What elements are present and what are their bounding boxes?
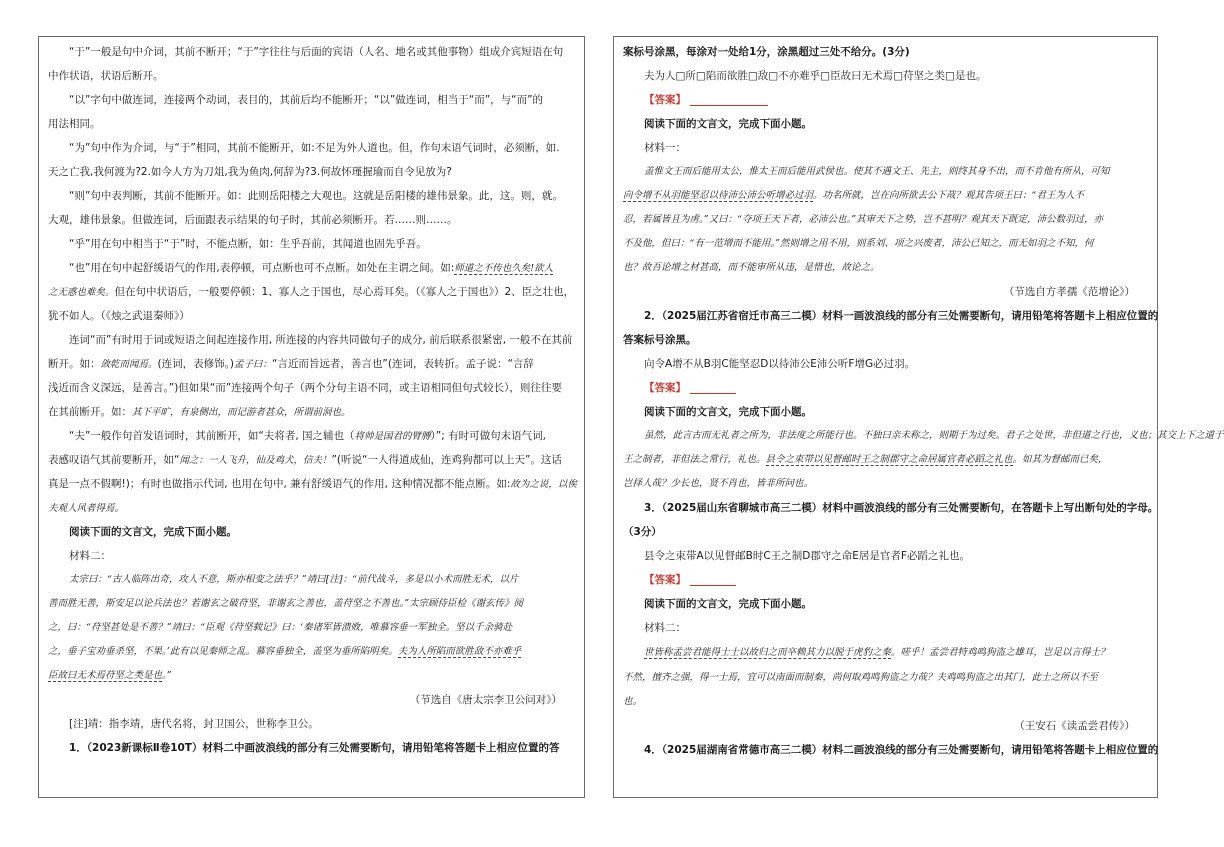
para-ye-1-text: “也”用在句中起舒缓语气的作用,表停顿，可点断也可不点断。如处在主谓之间。如:	[69, 262, 455, 274]
para-wei-1: “为”句中作为介词，与“于”相同，其前不能断开，如:不足为外人道也。但，作句末语气词时，必须断，如.	[69, 142, 560, 154]
para-fu-2-a: 表感叹语气其前要断开，如“	[48, 454, 180, 466]
wavy-underlined-text-3: 向令增不从羽能坚忍以待沛公沛公听增必过羽	[623, 190, 814, 201]
answer-blank[interactable]	[690, 94, 768, 106]
para-hu: “乎”用在句中相当于“于”时，不能点断，如：生乎吾前，其闻道也固先乎吾。	[69, 238, 427, 250]
right-page	[613, 36, 1224, 798]
para-er-2	[48, 352, 576, 376]
question-4: 4．（2025届湖南省常德市高三二模）材料二画波浪线的部分有三处需要断句，请用铅笔将答题卡上相应位置的	[644, 744, 1159, 756]
read-instruction: 阅读下面的文言文，完成下面小题。	[69, 526, 237, 538]
para-fu-1-a: “夫”一般作句首发语词时，其前断开，如“夫将者, 国之辅也（	[69, 430, 355, 442]
para-er-4	[48, 400, 576, 424]
para-ye-1	[48, 256, 576, 280]
question-3-sentence: 县令之束带A以见督邮B时C王之制D郡守之命E居是官者F必蹈之礼也。	[644, 550, 970, 562]
material-3-line-2	[623, 448, 1149, 472]
question-2-line-1: 2．（2025届江苏省宿迁市高三二模）材料一画波浪线的部分有三处需要断句，请用铅笔将答题卡上相应位置的	[644, 310, 1159, 322]
answer-2	[623, 376, 1149, 400]
para-ye-2-text: 但在句中状语后，一般要停顿：1、寡人之于国也，尽心焉耳矣。（《寡人之于国也》）2、臣之壮也，	[114, 286, 575, 298]
para-er-1: 连词“而”有时用于词或短语之间起连接作用, 所连接的内容共同做句子的成分, 前后联系很紧密, 一般不在其前	[69, 334, 573, 346]
material-4-line-3: 也。	[623, 696, 643, 707]
para-er-4-a: 在其前断开。如：	[48, 406, 132, 418]
answer-label: 【答案】	[644, 574, 686, 586]
material-1-line-2-end: 。功名所就，岂在向所欲去公下哉？观其告项王曰：“君王为人不	[813, 190, 1084, 201]
source-citation-1: （节选自《唐太宗李卫公问对》）	[409, 694, 562, 706]
source-citation-2: （节选自方孝孺《范增论》）	[1003, 286, 1135, 298]
material-1-line-4: 不及他，但曰：“有一范增而不能用。”然则增之用不用，则系刘、项之兴废者，沛公已知之，而无如羽之不知，何	[623, 238, 1094, 249]
material-1-line-2	[623, 184, 1149, 208]
question-1-sentence: 夫为人□所□陷而欲胜□敌□不亦难乎□臣故曰无术焉□苻坚之类□是也。	[644, 70, 987, 82]
answer-blank[interactable]	[690, 574, 736, 586]
para-yu-2: 中作状语，状语后断开。	[48, 70, 164, 82]
question-1: 1．（2023新课标Ⅱ卷10T）材料二中画波浪线的部分有三处需要断句，请用铅笔将答题卡上相应位置的答	[69, 742, 560, 754]
classical-text-line-3: 之，曰：“苻坚甚处是不善？”靖曰：“臣观《苻坚载记》曰：‘秦诸军皆溃败，唯慕容垂一军独全。坚以千余骑赴	[48, 622, 513, 633]
read-instruction-1: 阅读下面的文言文，完成下面小题。	[644, 118, 812, 130]
para-fu-2-b: ”(听说“一人得道成仙，连鸡狗都可以上天”。这话	[331, 454, 562, 466]
classical-text-line-5-end: 。”	[162, 670, 172, 681]
para-fu-1-quote: 将帅是国君的臂膊	[354, 431, 431, 442]
classical-text-line-2: 善而胜无善，斯安足以论兵法也？若谢玄之破苻坚，非谢玄之善也，盖苻坚之不善也。”太宗顾侍臣检《谢玄传》阅	[48, 598, 524, 609]
answer-label: 【答案】	[644, 94, 686, 106]
material-4-line-1-end: 。嗟乎！孟尝君特鸡鸣狗盗之雄耳，岂足以言得士？	[891, 647, 1110, 658]
wavy-underlined-text-2: 臣故曰无术焉苻坚之类是也	[48, 670, 163, 681]
para-er-2-quote2: 孟子曰：	[233, 359, 272, 370]
para-er-3: 浅近而含义深远，是善言。”)但如果“而”连接两个句子（两个分句主语不同，或主语相同但句式较长），则往往要	[48, 382, 562, 394]
question-3-line-1: 3．（2025届山东省聊城市高三二模）材料中画波浪线的部分有三处需要断句，在答题卡上写出断句处的字母。	[644, 502, 1159, 514]
para-fu-3-quote: 故为之说，以俟	[510, 479, 577, 490]
material-3-line-3: 岂择人哉？少长也，贤不肖也，皆非所问也。	[623, 478, 814, 489]
material-2-label-right: 材料二：	[644, 622, 686, 634]
material-1-label: 材料一：	[644, 142, 686, 154]
para-ye-2	[48, 280, 576, 304]
para-yi-2: 用法相同。	[48, 118, 101, 130]
para-er-4-quote: 其下平旷，有泉侧出，而记游者甚众，所谓前洞也。	[132, 407, 351, 418]
para-fu-2-quote: 闻之：一人飞升，仙及鸡犬，信夫！	[179, 455, 332, 466]
para-ye-2-quote: 之无惑也难矣。	[48, 287, 115, 298]
para-fu-4-quote: 夫观人风者得焉。	[48, 503, 125, 514]
para-fu-4	[48, 496, 576, 520]
para-ye-3: 犹不如人。（《烛之武退秦师》）	[48, 310, 190, 322]
material-4-line-2: 不然，擅齐之强，得一士焉，宜可以南面而制秦，尚何取鸡鸣狗盗之力哉？夫鸡鸣狗盗之出其门，此士之所以不至	[623, 672, 1099, 683]
para-ze-2: 大观，雄伟景象。但做连词，后面跟表示结果的句子时，其前必须断开。若……则……。	[48, 214, 458, 226]
material-4-line-1	[623, 640, 1149, 665]
para-er-2-quote1: 敛乾而闻焉。	[100, 359, 158, 370]
material-1-line-3: 忍，若属皆且为虏。”又曰：“夺项王天下者，必沛公也。”其审天下之势，岂不甚明？观其天下既定，沛公数羽过，亦	[623, 214, 1104, 225]
material-3-line-2-a: 王之制者，非但法之常行，礼也。	[623, 454, 766, 465]
material-3-line-1: 虽然，此言古而无礼者之所为，非法度之所能行也。不独曰亲未称之，则期于为过矣。君子之处世，非但道之行也，义也；其交上下之道于	[644, 430, 1224, 441]
para-fu-3-a: 真是一点不假啊!)；有时也做指示代词, 也用在句中, 兼有舒缓语气的作用, 这种情况都不能点断。如:	[48, 478, 511, 490]
para-ze-1: “则”句中表判断，其前不能断开。如：此则岳阳楼之大观也。这就是岳阳楼的雄伟景象。此，这。则，就。	[69, 190, 563, 202]
material-2-label: 材料二：	[69, 550, 111, 562]
para-er-2-b: (连词，表修饰。)	[157, 358, 234, 370]
para-fu-1	[48, 424, 576, 448]
classical-text-line-1: 太宗曰：“古人临阵出奇，攻人不意，斯亦相变之法乎？”靖曰[注]：“前代战斗，多是以小术而胜无术，以片	[69, 574, 519, 585]
classical-text-line-4	[48, 640, 576, 664]
source-citation-3: （王安石《读孟尝君传》）	[1014, 720, 1135, 732]
read-instruction-3: 阅读下面的文言文，完成下面小题。	[644, 598, 812, 610]
para-fu-3	[48, 472, 576, 496]
para-er-2-c: “言近而旨远者，善言也”(连词，表转折。孟子说：“言辞	[271, 358, 534, 370]
classical-text-line-5	[48, 664, 576, 688]
question-2-sentence: 向令A增不从B羽C能坚忍D以待沛公E沛公听F增G必过羽。	[644, 358, 916, 370]
para-ye-1-quote: 师道之不传也久矣!欲人	[454, 263, 554, 274]
para-yi-1: “以”字句中做连词，连接两个动词，表目的，其前后均不能断开；“以”做连词，相当于“而”，与“而”的	[69, 94, 544, 106]
answer-label: 【答案】	[644, 382, 686, 394]
answer-blank[interactable]	[690, 382, 736, 394]
para-yu-1: “于”一般是句中介词，其前不断开；“于”字往往与后面的宾语（人名、地名或其他事物）组成介宾短语在句	[69, 46, 564, 58]
para-fu-2	[48, 448, 576, 472]
answer-3	[623, 568, 1149, 592]
para-er-2-a: 断开。如：	[48, 358, 101, 370]
material-1-line-5: 也？故吾论增之材甚高，而不能审所从违，是惜也，故论之。	[623, 262, 880, 273]
left-page	[38, 36, 585, 798]
question-3-line-2: （3分）	[623, 526, 662, 538]
para-wei-2: 天之亡我,我何渡为?2.如今人方为刀俎,我为鱼肉,何辞为?3.何故怀瑾握瑜而自令见放为?	[48, 166, 452, 178]
question-1-continued: 案标号涂黑，每涂对一处给1分，涂黑超过三处不给分。(3分)	[623, 46, 910, 58]
material-3-line-2-end: 。如其为督邮而已矣，	[1012, 454, 1108, 465]
classical-text-line-4-a: 之，垂子宝劝垂杀坚，不果。’此有以见秦师之乱。慕容垂独全，盖坚为垂所陷明矣。	[48, 646, 398, 657]
para-fu-1-b: ）”; 有时可做句末语气词,	[430, 430, 546, 442]
wavy-underlined-text-5: 世皆称孟尝君能得士士以故归之而卒赖其力以脱于虎豹之秦	[644, 647, 892, 658]
wavy-underlined-text-4: 县令之束带以见督邮时王之制郡守之命居属官者必蹈之礼也	[765, 454, 1013, 465]
read-instruction-2: 阅读下面的文言文，完成下面小题。	[644, 406, 812, 418]
annotation-note: [注]靖：指李靖，唐代名将，封卫国公，世称李卫公。	[69, 718, 319, 730]
material-1-line-1: 盖惟文王而后能用太公，惟太王而后能用武侯也。使其不遇文王、先主，则终其身不出，而不肯他有所从，可知	[644, 166, 1110, 177]
question-2-line-2: 答案标号涂黑。	[623, 334, 697, 346]
answer-1	[623, 88, 1149, 112]
wavy-underlined-text-1: 夫为人所陷而欲胜敌不亦难乎	[397, 646, 522, 657]
